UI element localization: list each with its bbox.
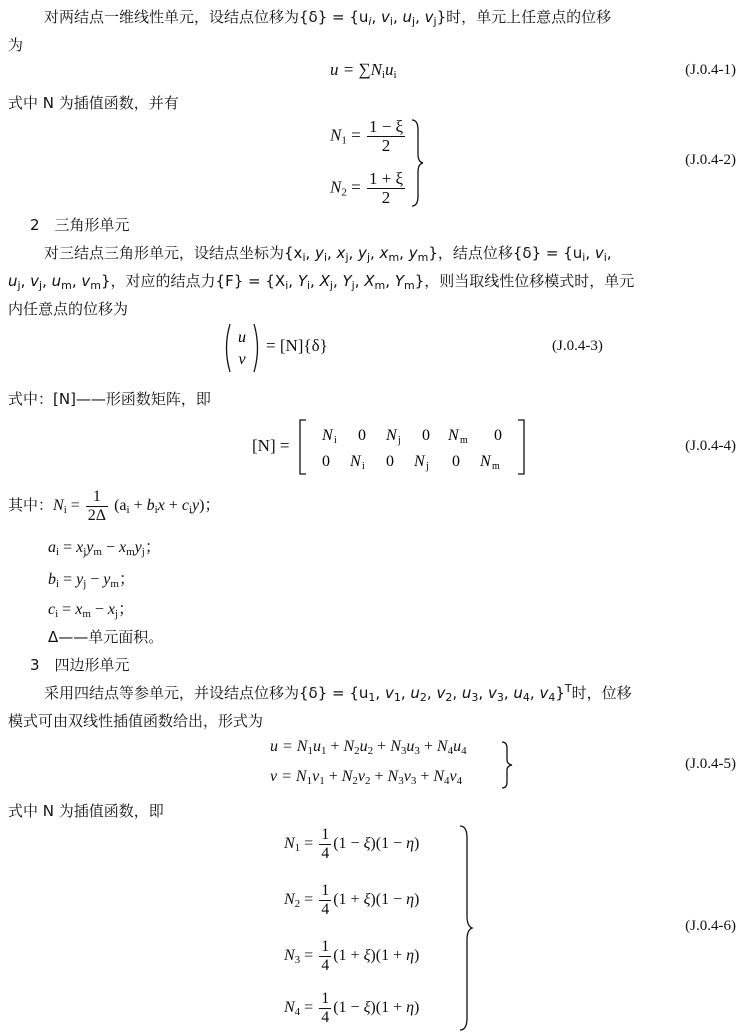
svg-text:i: i	[334, 435, 337, 446]
m26: N	[480, 453, 491, 470]
m24: N	[414, 453, 425, 470]
m23: 0	[386, 453, 394, 470]
svg-text:j: j	[398, 435, 401, 446]
section-2-heading: 2 三角形单元	[30, 216, 130, 234]
paragraph-3-line-2: $u_j$, $v_j$, $u_m$, $v_m$}，对应的结点力$\{F\} = \{X_i$, $Y_i$, $X_j$, $Y_j$, $X_m$, $Y_m$}，则当取线性位移模式时，单元	[8, 272, 635, 292]
equation-6-n4: $N_4$ = $\frac{1}{4}$ (1 − ξ)(1 + η)	[284, 990, 420, 1026]
equation-2-n2: $N_2$ = $\frac{1 + \xi}{2}$	[330, 169, 404, 207]
definition-ci: $c_i = x_m - x_j$；	[48, 601, 135, 620]
equation-2-brace	[410, 118, 424, 208]
m16: 0	[494, 427, 502, 444]
definition-ai: $a_i = x_jy_m - x_my_j$；	[48, 539, 161, 558]
definition-delta: Δ——单元面积。	[48, 628, 164, 646]
m21: 0	[322, 453, 330, 470]
svg-text:j: j	[426, 461, 429, 472]
equation-4-number: (J.0.4-4)	[685, 438, 736, 454]
equation-5-brace	[500, 740, 514, 790]
vector-u: u	[238, 329, 246, 346]
m13: N	[386, 427, 397, 444]
paragraph-2: 式中 N 为插值函数，并有	[8, 94, 179, 112]
equation-2-number: (J.0.4-2)	[685, 152, 736, 168]
equation-2-n1: $N_1$ = $\frac{1 - \xi}{2}$	[330, 117, 404, 155]
equation-5-v: $v = N_1v_1 + N_2v_2 + N_3v_3 + N_4v_4$	[270, 768, 463, 787]
m22: N	[350, 453, 361, 470]
paragraph-4: 式中：[N]——形函数矩阵，即	[8, 390, 211, 408]
equation-6-n1: $N_1$ = $\frac{1}{4}$ (1 − ξ)(1 − η)	[284, 826, 420, 862]
m11: N	[322, 427, 333, 444]
paragraph-5-line-1: 采用四结点等参单元，并设结点位移为$\{\delta\} = \{u_1$, $v_1$, $u_2$, $v_2$, $u_3$, $v_3$, $u_4$, $v_4\}^T$时，位移	[44, 682, 632, 704]
m15: N	[448, 427, 459, 444]
m12: 0	[358, 427, 366, 444]
equation-3-vector	[222, 322, 262, 374]
svg-text:i: i	[362, 461, 365, 472]
m25: 0	[452, 453, 460, 470]
equation-4-lhs: [N] =	[252, 436, 290, 455]
paragraph-3-line-1: 对三结点三角形单元，设结点坐标为{$x_i$, $y_i$, $x_j$, $y_j$, $x_m$, $y_m$}，结点位移$\{\delta\} = \{u_i$, $v_i$,	[44, 244, 612, 264]
section-3-heading: 3 四边形单元	[30, 656, 130, 674]
equation-6-n3: $N_3$ = $\frac{1}{4}$ (1 + ξ)(1 + η)	[284, 938, 420, 974]
equation-6-brace	[458, 824, 474, 1032]
paragraph-1-line-2: 为	[8, 36, 24, 54]
definition-ni: 其中：$N_i$ = $\frac{1}{2\Delta}$ $(a_i + b_ix + c_iy)$；	[8, 488, 221, 524]
equation-5-u: $u = N_1u_1 + N_2u_2 + N_3u_3 + N_4u_4$	[270, 738, 467, 757]
paragraph-1-line-1: 对两结点一维线性单元，设结点位移为$\{\delta\} = \{u_i$, $v_i$, $u_j$, $v_j$}时，单元上任意点的位移	[44, 8, 612, 28]
equation-6-number: (J.0.4-6)	[685, 918, 736, 934]
equation-3-rhs: = [N]{δ}	[266, 336, 328, 355]
paragraph-5-line-2: 模式可由双线性插值函数给出，形式为	[8, 712, 264, 730]
equation-3-number: (J.0.4-3)	[552, 338, 603, 354]
equation-1: $u = \sum N_iu_i$	[330, 60, 397, 81]
paragraph-6: 式中 N 为插值函数，即	[8, 802, 164, 820]
m14: 0	[422, 427, 430, 444]
svg-text:m: m	[460, 435, 468, 446]
equation-6-n2: $N_2$ = $\frac{1}{4}$ (1 + ξ)(1 − η)	[284, 882, 420, 918]
paragraph-3-line-3: 内任意点的位移为	[8, 300, 129, 318]
definition-bi: $b_i = y_j - y_m$；	[48, 571, 135, 590]
equation-1-number: (J.0.4-1)	[685, 62, 736, 78]
equation-4-matrix	[298, 418, 526, 476]
vector-v: v	[238, 351, 246, 368]
svg-text:m: m	[492, 461, 500, 472]
equation-5-number: (J.0.4-5)	[685, 756, 736, 772]
